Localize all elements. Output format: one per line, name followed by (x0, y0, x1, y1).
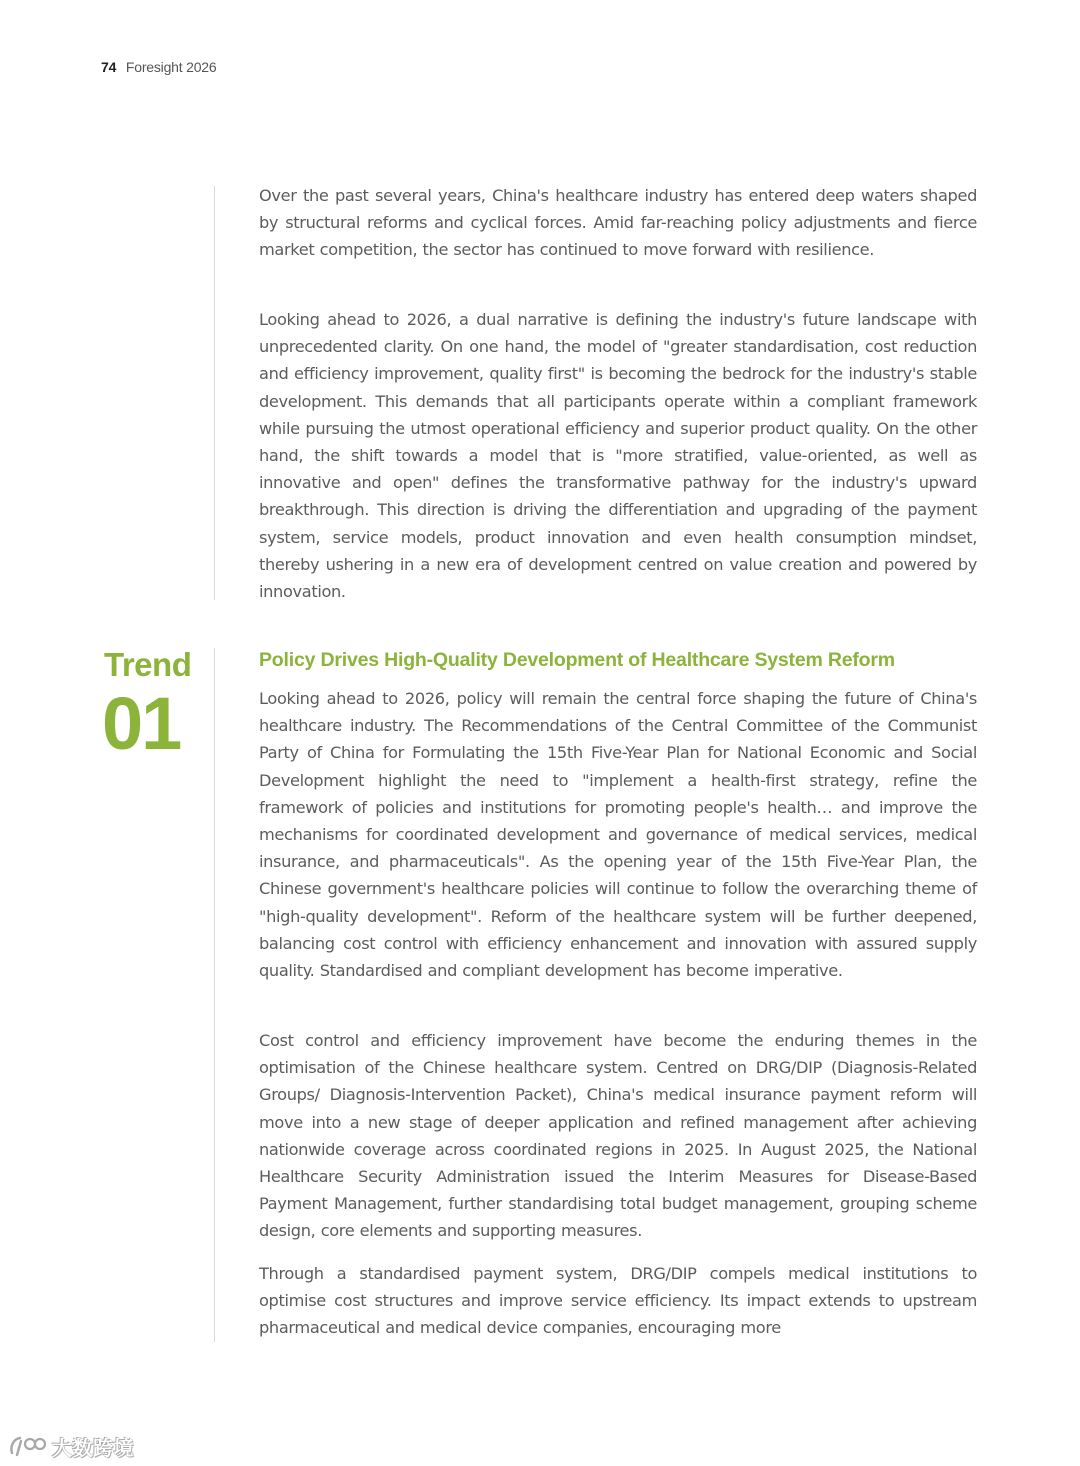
section-heading: Policy Drives High-Quality Development of Healthcare System Reform (259, 649, 895, 671)
trend-number: 01 (102, 682, 181, 765)
page-number: 74 (101, 59, 117, 75)
page-header (101, 59, 216, 75)
watermark-logo-icon (8, 1433, 48, 1459)
intro-divider-line (214, 186, 215, 600)
publication-title: Foresight 2026 (125, 59, 217, 75)
trend-paragraph-3: Through a standardised payment system, DRG/DIP compels medical institutions to optimise cost structures and improve service efficiency. Its impact extends to upstream pharmaceutical and medical device companies, encouraging more (259, 1264, 977, 1338)
trend-paragraph-2: Cost control and efficiency improvement have become the enduring themes in the optimisation of the Chinese healthcare system. Centred on DRG/DIP (Diagnosis-Related Groups/ Diagnosis-Intervention Packet), China's medical insurance payment reform will move into a new stage of deeper application and refined management after achieving nationwide coverage across coordinated regions in 2025. In August 2025, the National Healthcare Security Administration issued the Interim Measures for Disease-Based Payment Management, further standardising total budget management, grouping scheme design, core elements and supporting measures. (259, 1031, 977, 1241)
watermark-text: 大数跨境 (52, 1435, 134, 1460)
intro-paragraph-2: Looking ahead to 2026, a dual narrative is defining the industry's future landscape with unprecedented clarity. On one hand, the model of "greater standardisation, cost reduction and efficiency improvement, quality first" is becoming the bedrock for the industry's stable development. This demands that all participants operate within a compliant framework while pursuing the utmost operational efficiency and superior product quality. On the other hand, the shift towards a model that is "more stratified, value-oriented, as well as innovative and open" defines the transformative pathway for the industry's upward breakthrough. This direction is driving the differentiation and upgrading of the payment system, service models, product innovation and even health consumption mindset, thereby ushering in a new era of development centred on value creation and powered by innovation. (259, 310, 977, 602)
watermark (8, 1430, 134, 1462)
trend-paragraph-1: Looking ahead to 2026, policy will remain the central force shaping the future of China's healthcare industry. The Recommendations of the Central Committee of the Communist Party of China for Formulating the 15th Five-Year Plan for National Economic and Social Development highlight the need to "implement a health-first strategy, refine the framework of policies and institutions for promoting people's health… and improve the mechanisms for coordinated development and governance of medical services, medical insurance, and pharmaceuticals". As the opening year of the 15th Five-Year Plan, the Chinese government's healthcare policies will continue to follow the overarching theme of "high-quality development". Reform of the healthcare system will be further deepened, balancing cost control with efficiency enhancement and innovation with assured supply quality. Standardised and compliant development has become imperative. (259, 689, 977, 981)
trend-label: Trend (104, 646, 192, 683)
intro-paragraph-1: Over the past several years, China's healthcare industry has entered deep waters shaped by structural reforms and cyclical forces. Amid far-reaching policy adjustments and fierce market competition, the sector has continued to move forward with resilience. (259, 186, 977, 260)
trend-divider-line (214, 648, 215, 1342)
